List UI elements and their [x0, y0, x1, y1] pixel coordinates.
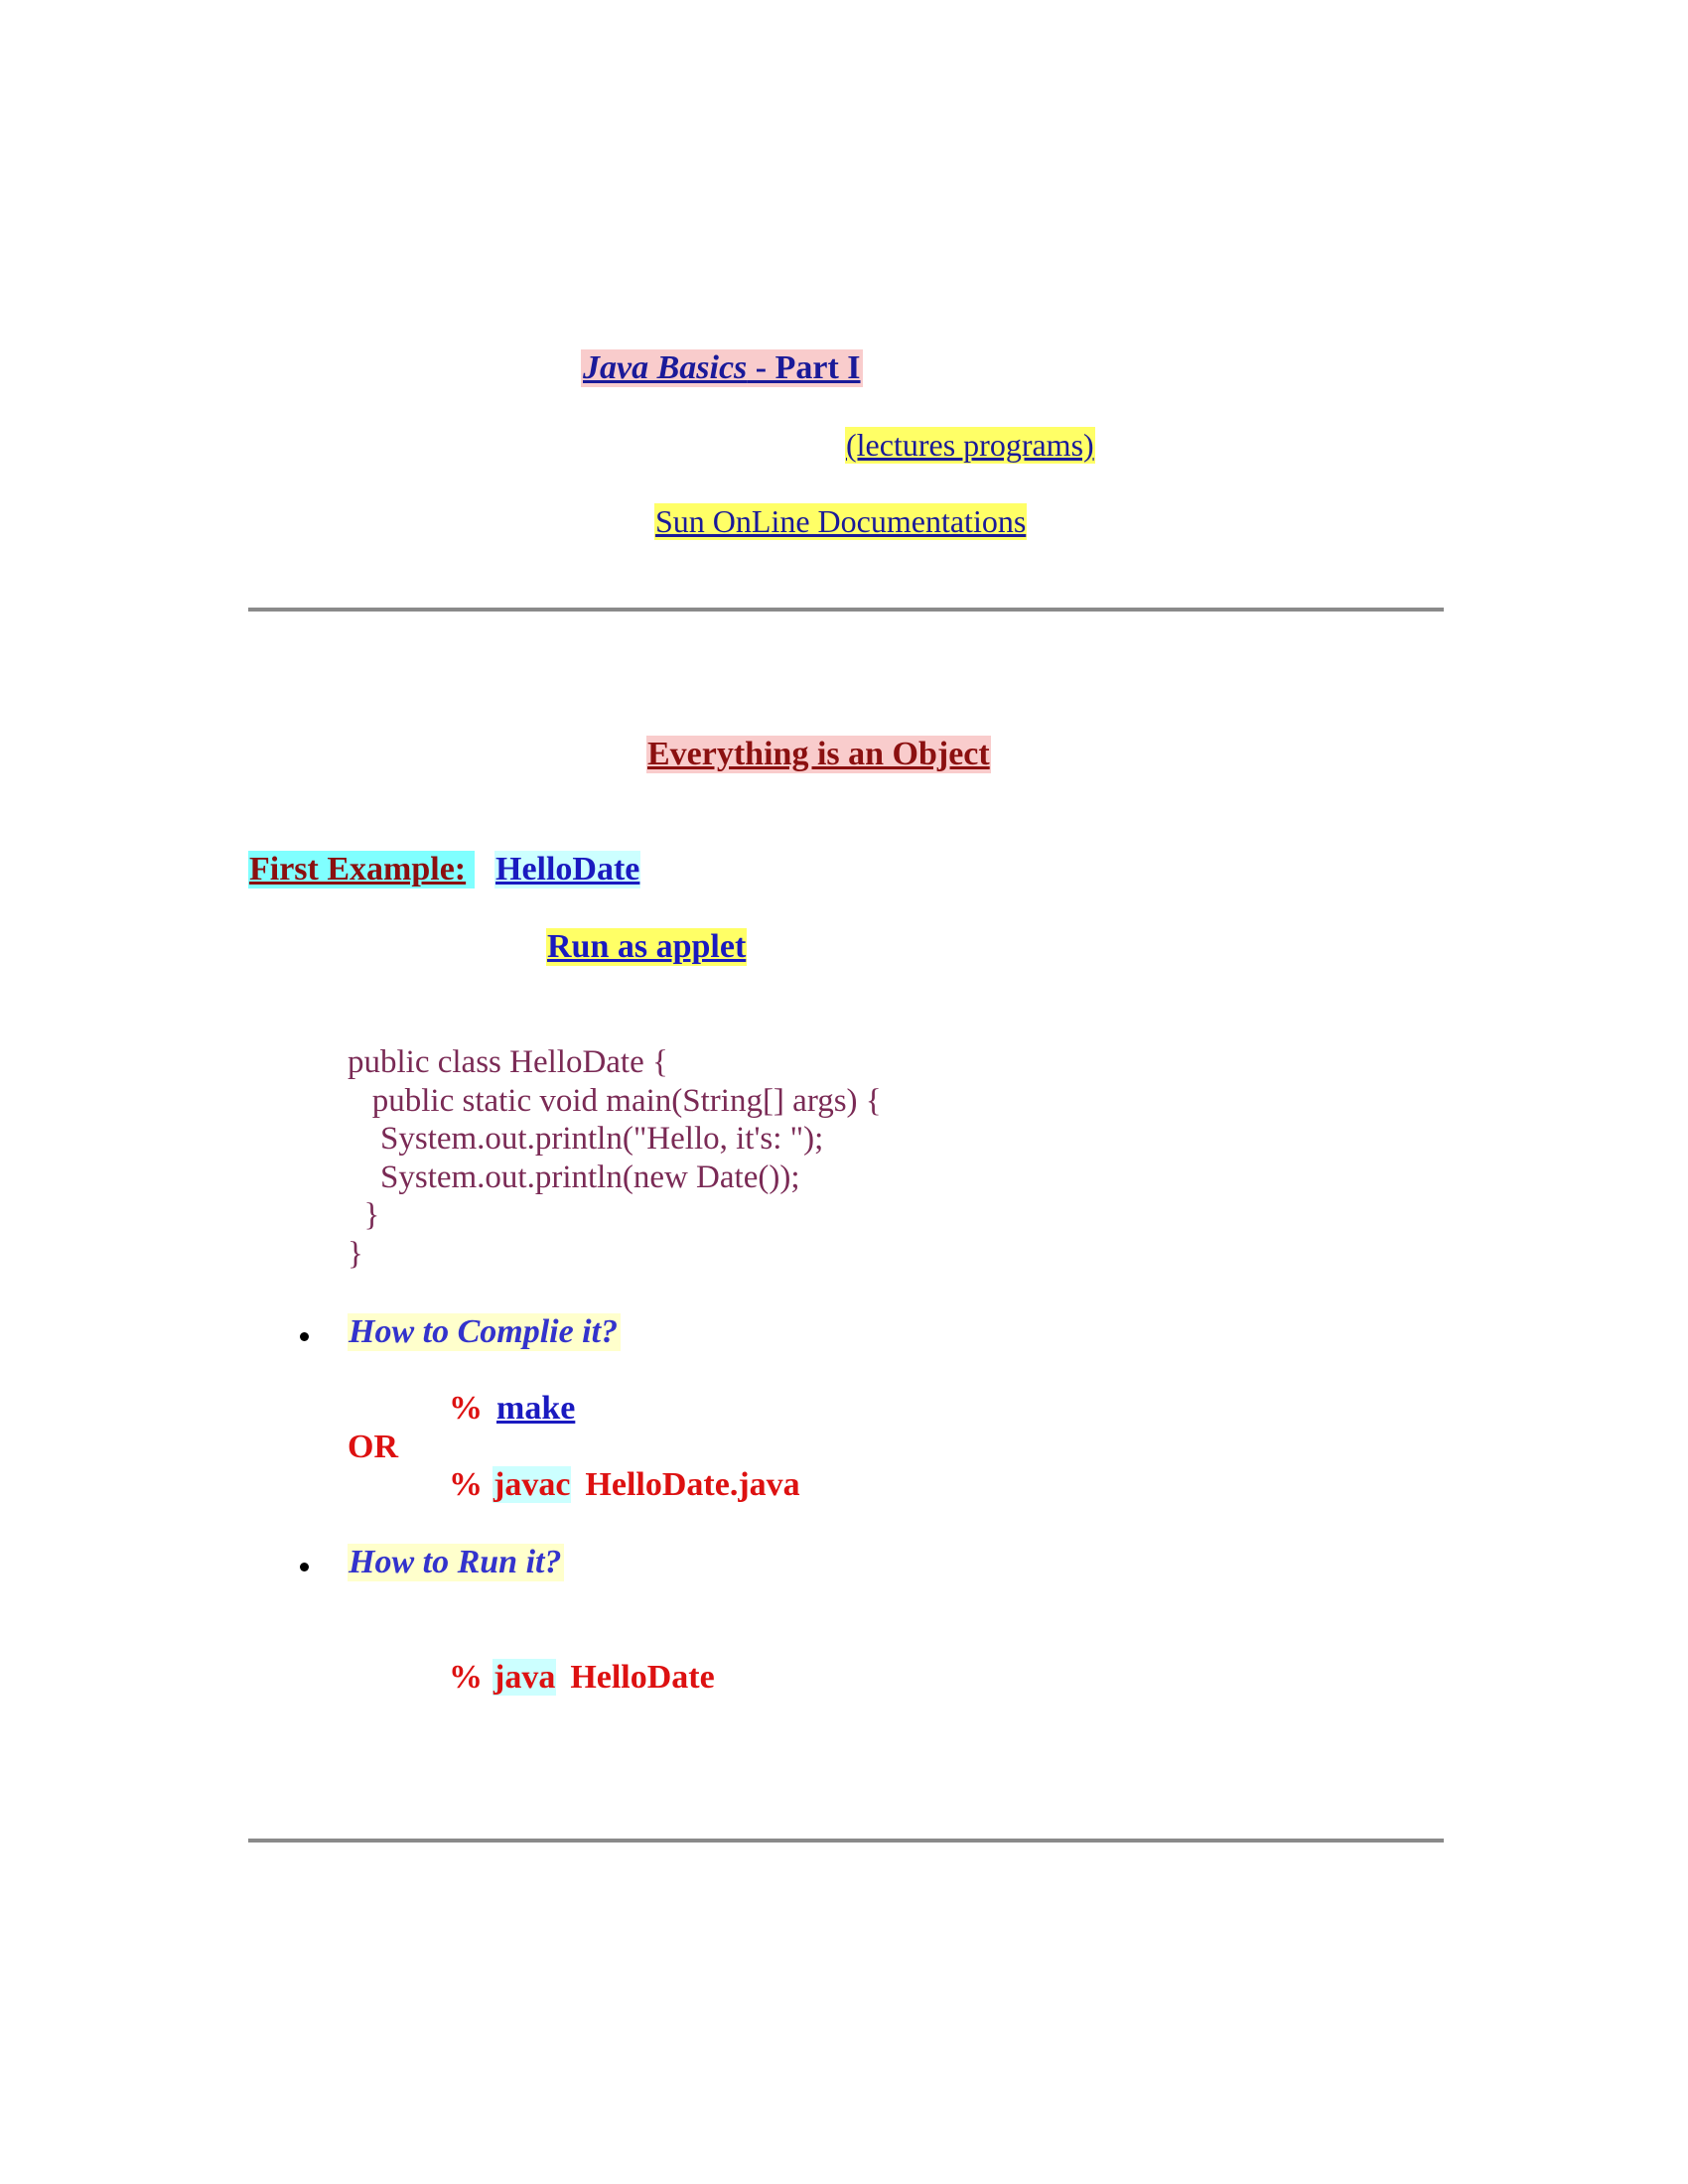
divider-bottom	[248, 1839, 1444, 1843]
first-example-label[interactable]: First Example:	[248, 851, 475, 888]
title-part1: Java Basics	[583, 349, 748, 386]
title-part2: - Part I	[747, 349, 861, 386]
shell-prompt: %	[449, 1390, 483, 1427]
code-line: }	[348, 1197, 380, 1233]
section-title-link[interactable]: Everything is an Object	[647, 736, 990, 772]
how-to-run-heading: How to Run it?	[348, 1544, 564, 1581]
javac-tool: javac	[493, 1466, 571, 1503]
code-line: public static void main(String[] args) {	[348, 1082, 882, 1119]
java-command	[449, 1659, 715, 1697]
bullet-dot	[300, 1332, 309, 1341]
shell-prompt: %	[449, 1466, 483, 1503]
bullet-dot	[300, 1563, 309, 1571]
lectures-programs-link[interactable]: (lectures programs)	[846, 427, 1094, 463]
javac-argument: HelloDate.java	[585, 1466, 800, 1503]
shell-prompt: %	[449, 1659, 483, 1696]
how-to-compile-heading: How to Complie it?	[348, 1313, 621, 1351]
java-tool: java	[493, 1659, 556, 1696]
or-label: OR	[348, 1429, 398, 1465]
code-line: System.out.println(new Date());	[348, 1159, 800, 1195]
run-as-applet-link[interactable]: Run as applet	[547, 928, 747, 965]
code-line: }	[348, 1235, 363, 1272]
divider-top	[248, 608, 1444, 612]
title-link[interactable]	[581, 349, 863, 387]
code-line: System.out.println("Hello, it's: ");	[348, 1121, 824, 1157]
java-argument: HelloDate	[570, 1659, 715, 1696]
javac-command	[449, 1466, 800, 1504]
code-line: public class HelloDate {	[348, 1044, 668, 1080]
sun-online-docs-link[interactable]: Sun OnLine Documentations	[655, 503, 1027, 539]
code-block	[348, 1043, 882, 1273]
make-link[interactable]: make	[496, 1390, 576, 1427]
make-command	[449, 1390, 575, 1428]
hellodate-link[interactable]: HelloDate	[495, 851, 640, 887]
